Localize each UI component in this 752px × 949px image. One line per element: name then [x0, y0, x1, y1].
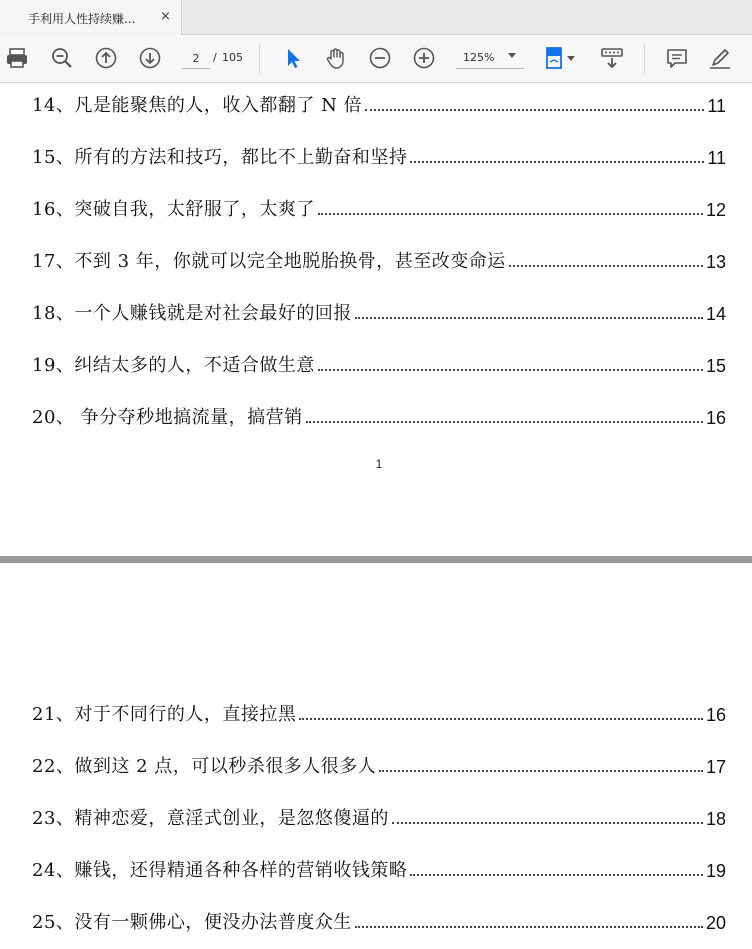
sign-icon[interactable]	[707, 45, 733, 71]
toc-entry[interactable]	[32, 191, 726, 221]
select-pointer-icon[interactable]	[280, 45, 306, 71]
toc-entry-title: 25、没有一颗佛心，便没办法普度众生	[32, 912, 352, 933]
page-number-input[interactable]	[182, 48, 210, 69]
toc-entry-page: 11	[707, 148, 726, 168]
toc-leader-dots	[410, 873, 703, 876]
toc-leader-dots	[355, 925, 703, 928]
toc-entry[interactable]	[32, 295, 726, 325]
toc-entry[interactable]	[32, 904, 726, 934]
page-separator: /	[213, 51, 217, 64]
toc-entry[interactable]	[32, 696, 726, 726]
toc-entry-page: 16	[705, 705, 726, 725]
toc-entry-title: 15、所有的方法和技巧，都比不上勤奋和坚持	[32, 147, 408, 168]
zoom-in-icon[interactable]	[411, 45, 437, 71]
toc-entry-title: 24、赚钱，还得精通各种各样的营销收钱策略	[32, 860, 408, 881]
zoom-out-search-icon[interactable]	[49, 45, 75, 71]
page-footer-number: 1	[375, 457, 383, 471]
toc-entry-title: 23、精神恋爱，意淫式创业，是忽悠傻逼的	[32, 808, 389, 829]
toc-leader-dots	[306, 420, 703, 423]
toc-entry-page: 14	[705, 304, 726, 324]
chevron-down-icon	[508, 53, 516, 58]
print-icon[interactable]	[4, 45, 30, 71]
toc-entry[interactable]	[32, 748, 726, 778]
toc-leader-dots	[355, 316, 703, 319]
toc-entry-page: 18	[705, 809, 726, 829]
toc-entry-title: 19、纠结太多的人，不适合做生意	[32, 355, 315, 376]
total-pages: 105	[222, 51, 243, 64]
toc-leader-dots	[318, 368, 703, 371]
toc-entry[interactable]	[32, 399, 726, 429]
toc-entry[interactable]	[32, 800, 726, 830]
toc-entry-title: 20、 争分夺秒地搞流量，搞营销	[32, 407, 303, 428]
toc-entry-page: 20	[705, 913, 726, 933]
document-tab[interactable]	[0, 0, 182, 35]
read-mode-icon[interactable]	[599, 45, 625, 71]
toc-entry-page: 11	[707, 96, 726, 116]
toc-entry[interactable]	[32, 87, 726, 117]
tab-bar	[0, 0, 752, 35]
toolbar-divider	[644, 45, 645, 73]
previous-page-icon[interactable]	[93, 45, 119, 71]
toc-entry-title: 16、突破自我，太舒服了，太爽了	[32, 199, 315, 220]
toc-entry-page: 19	[705, 861, 726, 881]
toc-entry-title: 18、一个人赚钱就是对社会最好的回报	[32, 303, 352, 324]
hand-tool-icon[interactable]	[323, 45, 349, 71]
toc-leader-dots	[318, 212, 703, 215]
toc-leader-dots	[392, 821, 703, 824]
tab-title: 手利用人性持续赚...	[28, 12, 136, 26]
toc-leader-dots	[410, 160, 704, 163]
toc-entry-title: 14、凡是能聚焦的人，收入都翻了 N 倍	[32, 95, 363, 116]
toc-entry-title: 17、不到 3 年，你就可以完全地脱胎换骨，甚至改变命运	[32, 251, 506, 272]
toc-leader-dots	[509, 264, 703, 267]
zoom-level-select[interactable]	[456, 47, 524, 69]
toolbar	[0, 35, 752, 83]
zoom-out-icon[interactable]	[367, 45, 393, 71]
toc-entry-page: 13	[705, 252, 726, 272]
document-view[interactable]	[0, 83, 752, 949]
toc-leader-dots	[365, 108, 704, 111]
toc-entry-page: 17	[705, 757, 726, 777]
toc-entry[interactable]	[32, 139, 726, 169]
toc-entry-page: 15	[705, 356, 726, 376]
next-page-icon[interactable]	[137, 45, 163, 71]
toc-entry-title: 21、对于不同行的人，直接拉黑	[32, 704, 297, 725]
toc-leader-dots	[299, 717, 703, 720]
close-tab-icon[interactable]: ×	[160, 9, 171, 24]
toolbar-divider	[259, 45, 260, 73]
toc-entry-page: 16	[705, 408, 726, 428]
comment-icon[interactable]	[664, 45, 690, 71]
toc-entry[interactable]	[32, 347, 726, 377]
zoom-value: 125%	[463, 51, 495, 64]
toc-entry-page: 12	[705, 200, 726, 220]
toc-entry[interactable]	[32, 243, 726, 273]
page-separator-bar	[0, 556, 752, 563]
toc-entry-title: 22、做到这 2 点，可以秒杀很多人很多人	[32, 756, 377, 777]
fit-page-icon[interactable]	[543, 45, 579, 71]
toc-leader-dots	[379, 769, 703, 772]
toc-entry[interactable]	[32, 852, 726, 882]
